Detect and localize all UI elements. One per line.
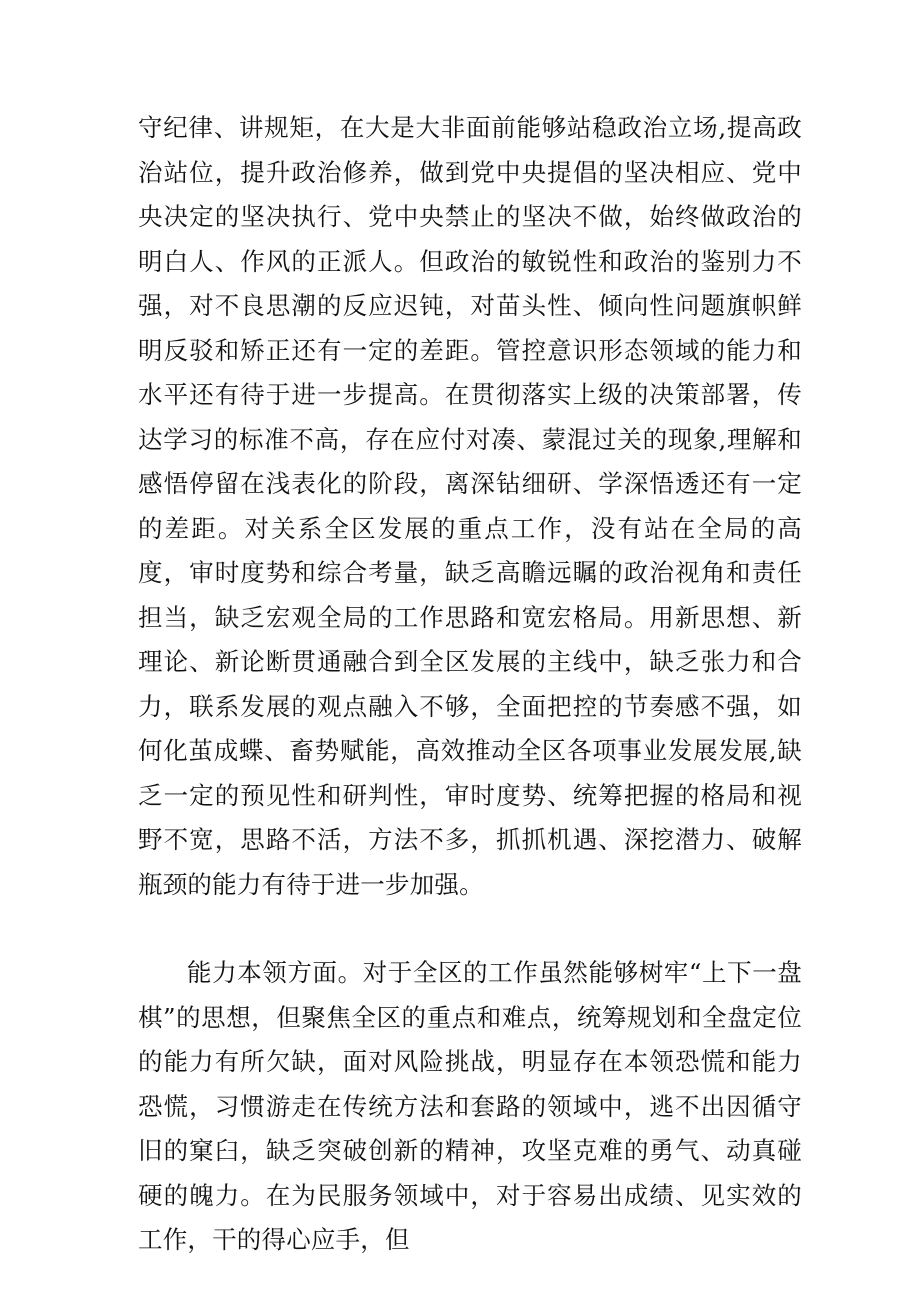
document-page — [138, 106, 802, 1263]
body-paragraph-ability-skills: 能力本领方面。对于全区的工作虽然能够树牢“上下一盘棋”的思想，但聚焦全区的重点和难点，统筹规划和全盘定位的能力有所欠缺，面对风险挑战，明显存在本领恐慌和能力恐慌，习惯游走在传统方法和套路的领域中，逃不出因循守旧的窠臼，缺乏突破创新的精神，攻坚克难的勇气、动真碰硬的魄力。在为民服务领域中，对于容易出成绩、见实效的工作，干的得心应手，但 — [138, 958, 802, 1254]
body-paragraph-political-stance: 守纪律、讲规矩，在大是大非面前能够站稳政治立场,提高政治站位，提升政治修养，做到党中央提倡的坚决相应、党中央决定的坚决执行、党中央禁止的坚决不做，始终做政治的明白人、作风的正派人。但政治的敏锐性和政治的鉴别力不强，对不良思潮的反应迟钝，对苗头性、倾向性问题旗帜鲜明反驳和矫正还有一定的差距。管控意识形态领域的能力和水平还有待于进一步提高。在贯彻落实上级的决策部署，传达学习的标准不高，存在应付对凑、蒙混过关的现象,理解和感悟停留在浅表化的阶段，离深钻细研、学深悟透还有一定的差距。对关系全区发展的重点工作，没有站在全局的高度，审时度势和综合考量，缺乏高瞻远瞩的政治视角和责任担当，缺乏宏观全局的工作思路和宽宏格局。用新思想、新理论、新论断贯通融合到全区发展的主线中，缺乏张力和合力，联系发展的观点融入不够，全面把控的节奏感不强，如何化茧成蝶、畜势赋能，高效推动全区各项事业发展发展,缺乏一定的预见性和研判性，审时度势、统筹把握的格局和视野不宽，思路不活，方法不多，抓抓机遇、深挖潜力、破解瓶颈的能力有待于进一步加强。 — [138, 113, 802, 899]
